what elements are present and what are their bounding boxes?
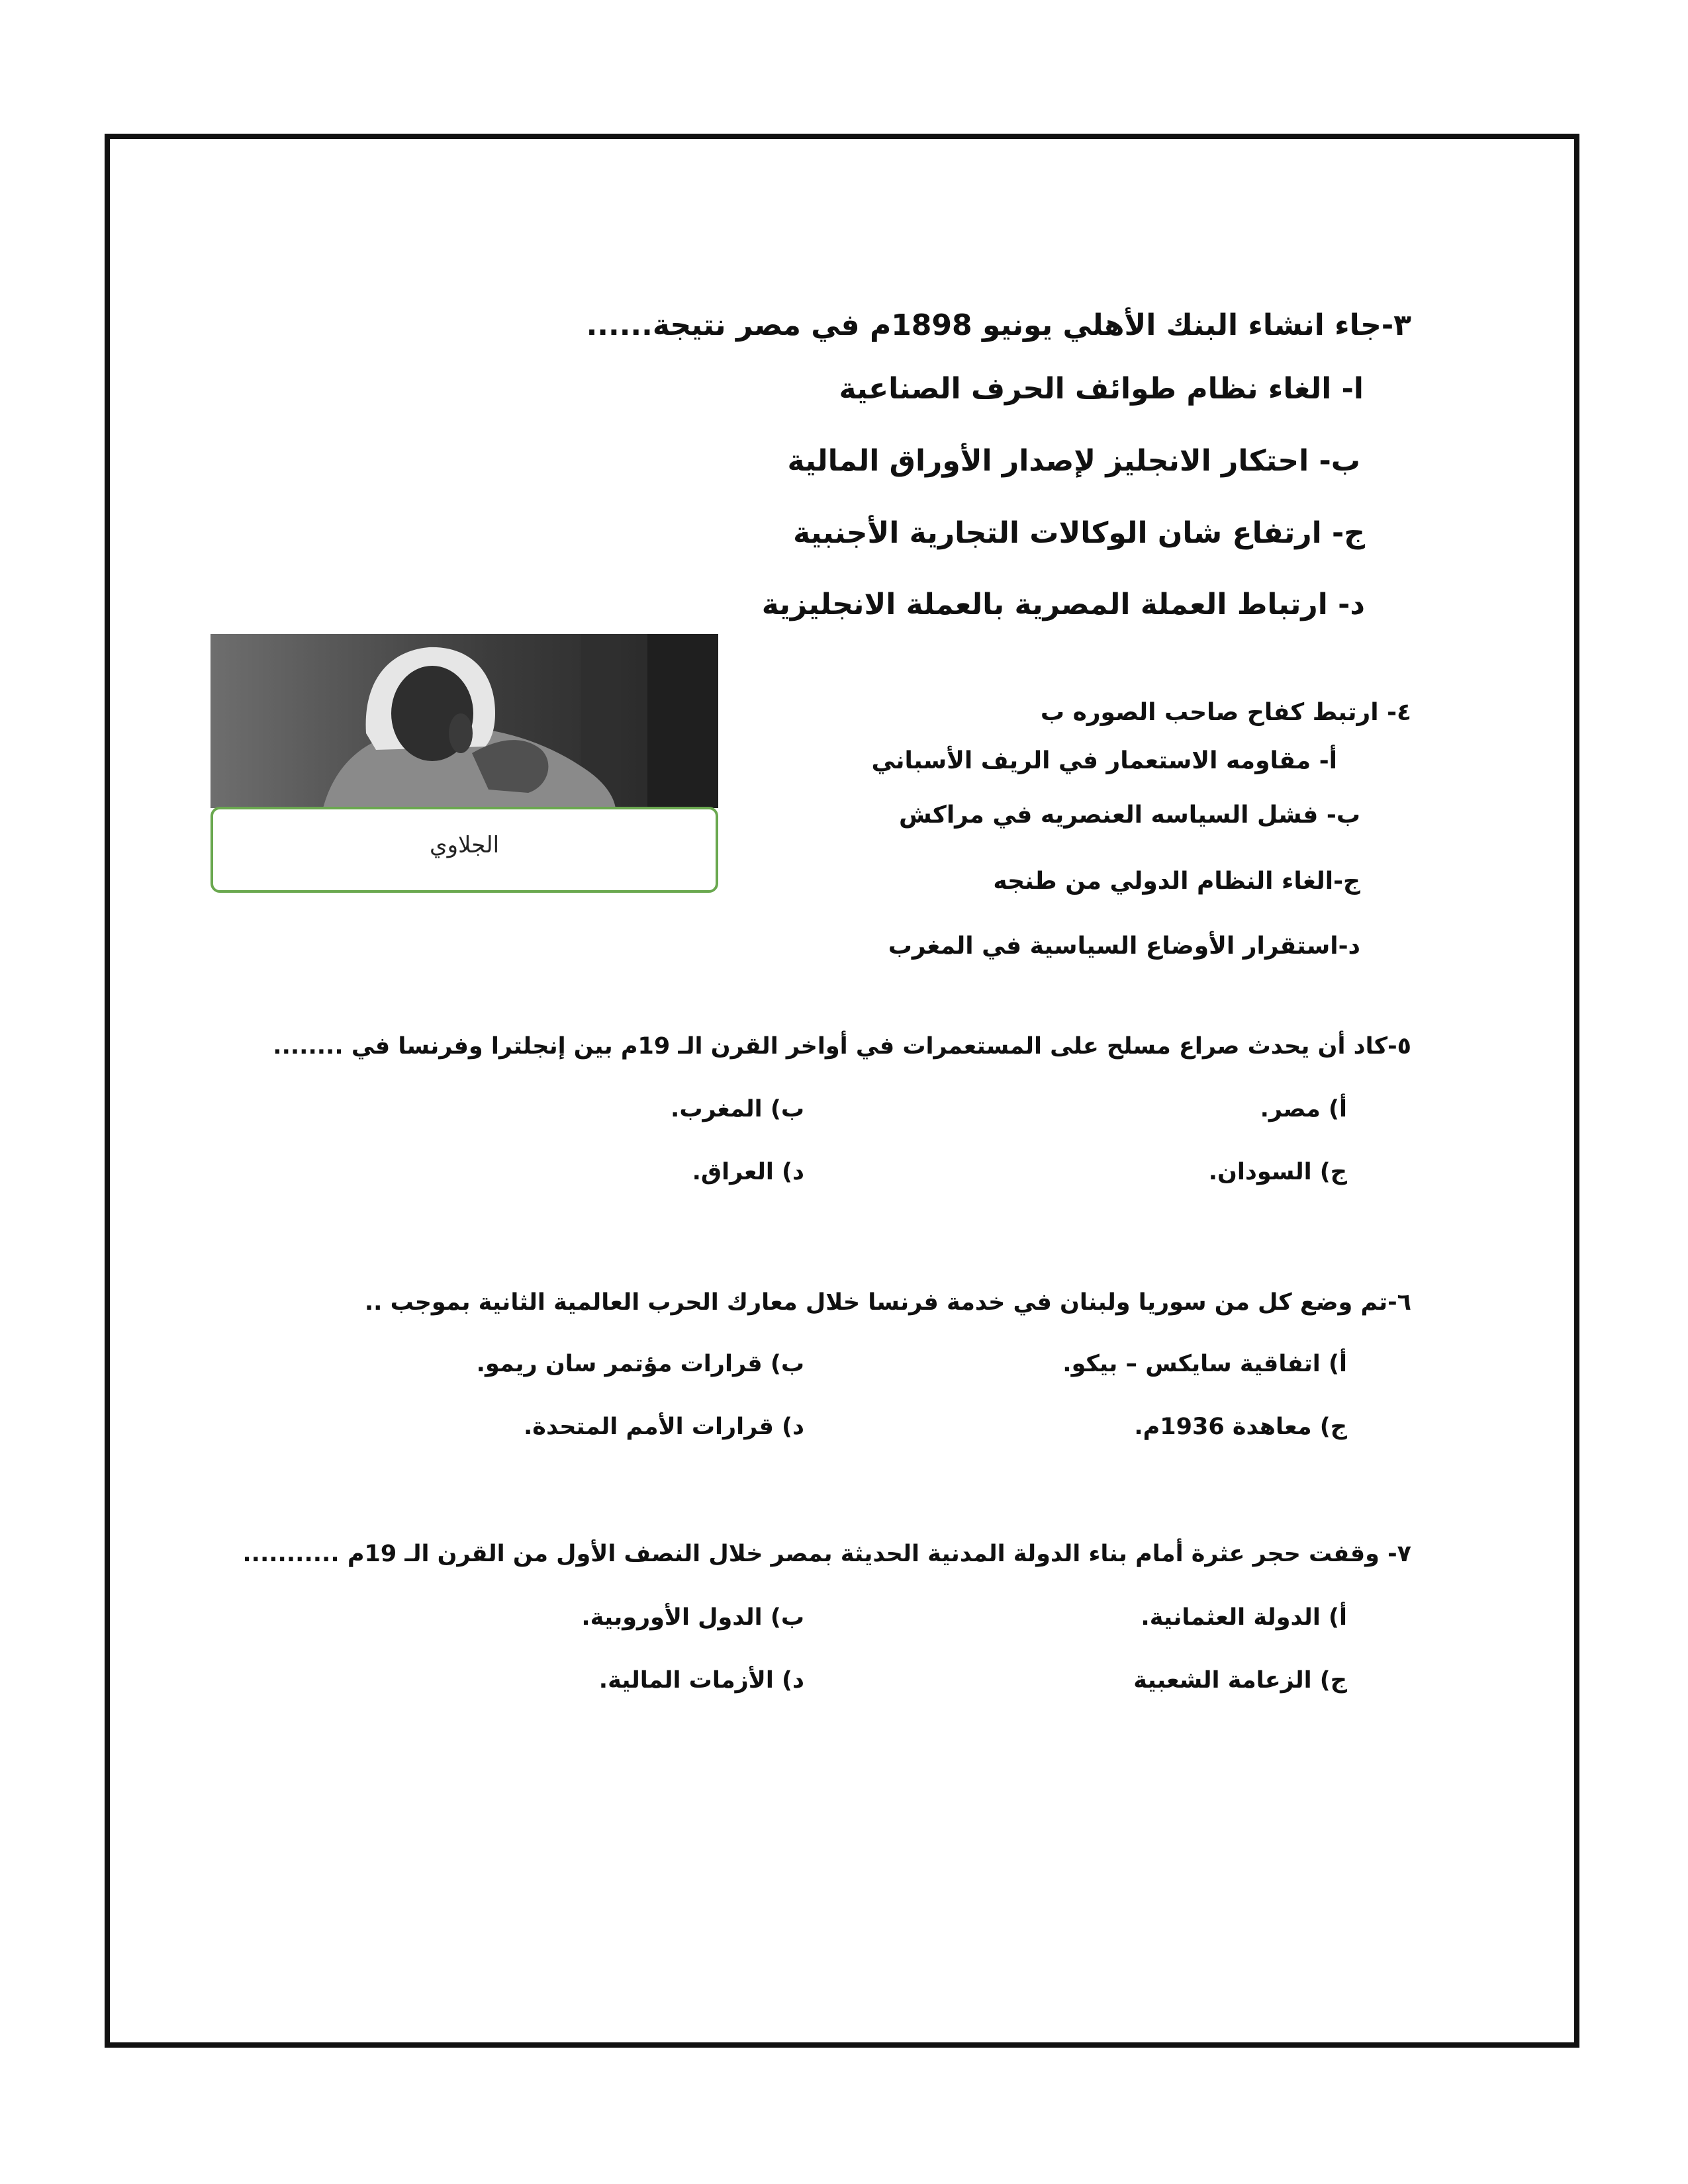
- q7-option-a[interactable]: أ) الدولة العثمانية.: [1141, 1604, 1347, 1631]
- q7-option-d[interactable]: د) الأزمات المالية.: [598, 1667, 804, 1694]
- q3-option-a[interactable]: ا- الغاء نظام طوائف الحرف الصناعية: [839, 372, 1364, 406]
- q3-option-d[interactable]: د- ارتباط العملة المصرية بالعملة الانجليزية: [761, 588, 1365, 621]
- image-caption-box: [211, 807, 718, 893]
- q7-option-c[interactable]: ج) الزعامة الشعبية: [1133, 1667, 1347, 1694]
- page-border: [105, 134, 1579, 2048]
- q4-option-c[interactable]: ج-الغاء النظام الدولي من طنجه: [993, 868, 1360, 895]
- q7-question: ٧- وقفت حجر عثرة أمام بناء الدولة المدنية الحديثة بمصر خلال النصف الأول من القرن الـ 19م ...........: [242, 1541, 1411, 1567]
- q5-option-d[interactable]: د) العراق.: [692, 1159, 804, 1185]
- q4-option-d[interactable]: د-استقرار الأوضاع السياسية في المغرب: [888, 933, 1360, 960]
- q4-option-b[interactable]: ب- فشل السياسه العنصريه في مراكش: [899, 801, 1360, 829]
- q3-option-b[interactable]: ب- احتكار الانجليز لإصدار الأوراق المالية: [787, 444, 1360, 478]
- q4-question: ٤- ارتبط كفاح صاحب الصوره ب: [1040, 699, 1411, 726]
- image-caption: الجلاوي: [429, 832, 500, 858]
- q4-option-a[interactable]: أ- مقاومه الاستعمار في الريف الأسباني: [871, 747, 1337, 774]
- q5-question: ٥-كاد أن يحدث صراع مسلح على المستعمرات في أواخر القرن الـ 19م بين إنجلترا وفرنسا في ........: [273, 1033, 1411, 1060]
- q5-option-a[interactable]: أ) مصر.: [1260, 1096, 1347, 1122]
- q5-option-c[interactable]: ج) السودان.: [1208, 1159, 1347, 1185]
- portrait-photo: [211, 634, 718, 808]
- q7-option-b[interactable]: ب) الدول الأوروبية.: [581, 1604, 804, 1631]
- q5-option-b[interactable]: ب) المغرب.: [671, 1096, 804, 1122]
- q6-option-a[interactable]: أ) اتفاقية سايكس – بيكو.: [1062, 1351, 1347, 1377]
- q6-option-d[interactable]: د) قرارات الأمم المتحدة.: [524, 1414, 804, 1440]
- q6-option-c[interactable]: ج) معاهدة 1936م.: [1134, 1414, 1347, 1440]
- q6-option-b[interactable]: ب) قرارات مؤتمر سان ريمو.: [476, 1351, 804, 1377]
- portrait-image: [211, 634, 718, 808]
- q6-question: ٦-تم وضع كل من سوريا ولبنان في خدمة فرنسا خلال معارك الحرب العالمية الثانية بموجب ..: [364, 1289, 1411, 1316]
- q3-option-c[interactable]: ج- ارتفاع شان الوكالات التجارية الأجنبية: [793, 516, 1365, 550]
- q3-question: ٣-جاء انشاء البنك الأهلي يونيو 1898م في مصر نتيجة......: [586, 308, 1411, 342]
